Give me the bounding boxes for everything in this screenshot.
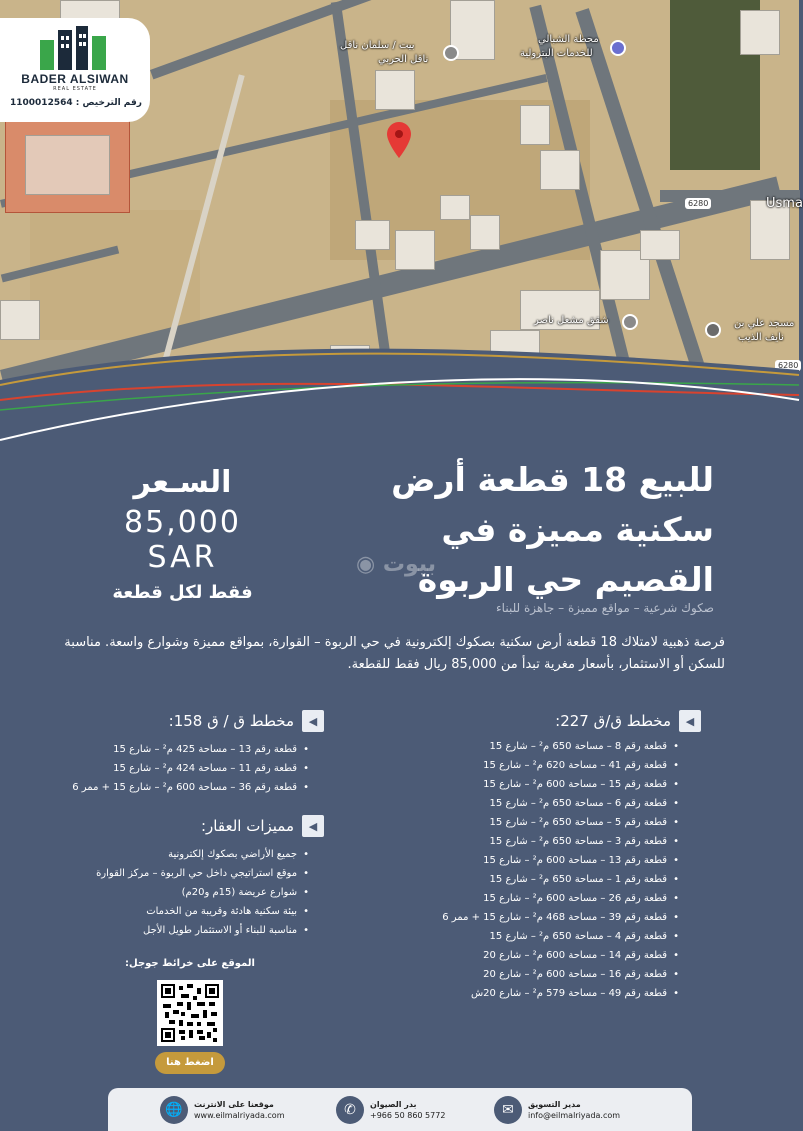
headline-line-1: للبيع 18 قطعة أرض [391, 460, 714, 499]
plot-list-item: • قطعة رقم 14 – مساحة 600 م² – شارع 20 [442, 946, 679, 965]
plot-list-item: • قطعة رقم 41 – مساحة 620 م² – شارع 15 [442, 756, 679, 775]
qr-code[interactable] [157, 980, 223, 1046]
station-label: محطة الشبالي [538, 34, 599, 45]
road-shield: 6280 [775, 360, 801, 371]
chevron-left-icon: ◀ [679, 710, 701, 732]
building [540, 150, 580, 190]
contact-footer [108, 1088, 692, 1131]
plot-list-item: • قطعة رقم 3 – مساحة 650 م² – شارع 15 [442, 832, 679, 851]
features-list [96, 845, 309, 940]
plan-227-list [442, 737, 679, 1003]
email-contact[interactable] [494, 1095, 620, 1125]
brand-name: BADER ALSIWAN [21, 72, 129, 86]
phone-icon: ✆ [336, 1096, 364, 1124]
building [395, 230, 435, 270]
phone-contact[interactable] [336, 1095, 445, 1125]
mosque-label-2: نايف الذيب [738, 332, 784, 343]
building [0, 300, 40, 340]
feature-list-item: • موقع استراتيجي داخل حي الربوة – مركز القوارة [96, 864, 309, 883]
price-currency: SAR [147, 540, 218, 575]
house-label-2: ناقل الحربي [378, 54, 429, 65]
plan-227-heading [555, 710, 701, 732]
intro-paragraph: فرصة ذهبية لامتلاك 18 قطعة أرض سكنية بصكوك إلكترونية في حي الربوة – القوارة، بمواقع مميزة وشوارع واسعة. مناسبة للسكن أو الاستثمار، بأسعار مغرية تبدأ من 85,000 ريال فقط للقطعة. [64, 635, 725, 672]
mail-icon: ✉ [494, 1096, 522, 1124]
brand-sub: REAL ESTATE [53, 86, 97, 92]
features-heading [201, 815, 324, 837]
building [355, 220, 390, 250]
decorative-waves [0, 340, 799, 450]
chevron-left-icon: ◀ [302, 710, 324, 732]
plot-list-item: • قطعة رقم 4 – مساحة 650 م² – شارع 15 [442, 927, 679, 946]
building [640, 230, 680, 260]
plot-list-item: • قطعة رقم 15 – مساحة 600 م² – شارع 15 [442, 775, 679, 794]
watermark [356, 552, 436, 577]
plot-list-item: • قطعة رقم 5 – مساحة 650 م² – شارع 15 [442, 813, 679, 832]
apartment-poi-icon[interactable] [622, 314, 638, 330]
building [440, 195, 470, 220]
license-number: رقم الترخيص : 1100012564 [10, 98, 142, 108]
feature-list-item: • شوارع عريضة (15م و20م) [96, 883, 309, 902]
price-note: فقط لكل قطعة [112, 582, 253, 603]
tagline: صكوك شرعية – مواقع مميزة – جاهزة للبناء [496, 601, 714, 615]
headline-line-2: سكنية مميزة في [441, 510, 714, 549]
plan-158-title: مخطط ق / ق 158: [168, 712, 294, 730]
plan-158-list [72, 740, 309, 797]
feature-list-item: • جميع الأراضي بصكوك إلكترونية [96, 845, 309, 864]
headline [334, 455, 714, 605]
plot-list-item: • قطعة رقم 39 – مساحة 468 م² – شارع 15 + ممر 6 [442, 908, 679, 927]
compound-inner [25, 135, 110, 195]
plot-list-item: • قطعة رقم 13 – مساحة 425 م² – شارع 15 [72, 740, 309, 759]
plan-227-title: مخطط ق/ق 227: [555, 712, 671, 730]
building [470, 215, 500, 250]
company-logo-card [0, 18, 150, 122]
house-poi-icon[interactable] [443, 45, 459, 61]
building [60, 0, 120, 20]
plot-list-item: • قطعة رقم 8 – مساحة 650 م² – شارع 15 [442, 737, 679, 756]
feature-list-item: • مناسبة للبناء أو الاستثمار طويل الأجل [96, 921, 309, 940]
plot-list-item: • قطعة رقم 1 – مساحة 650 م² – شارع 15 [442, 870, 679, 889]
website-value[interactable]: www.eilmalriyada.com [194, 1111, 285, 1120]
plot-list-item: • قطعة رقم 6 – مساحة 650 م² – شارع 15 [442, 794, 679, 813]
website-title: موقعنا على الانترنت [194, 1100, 274, 1109]
plot-list-item: • قطعة رقم 26 – مساحة 600 م² – شارع 15 [442, 889, 679, 908]
website-contact[interactable] [160, 1095, 284, 1125]
plot-list-item: • قطعة رقم 13 – مساحة 600 م² – شارع 15 [442, 851, 679, 870]
building [520, 105, 550, 145]
plot-list-item: • قطعة رقم 49 – مساحة 579 م² – شارع 20ش [442, 984, 679, 1003]
location-pin-icon[interactable] [387, 122, 411, 158]
building [375, 70, 415, 110]
station-label-2: للخدمات البترولية [520, 48, 593, 59]
buildings-logo-icon [38, 26, 108, 70]
fuel-station-icon[interactable] [610, 40, 626, 56]
phone-title: بدر الصيوان [370, 1100, 417, 1109]
feature-list-item: • بيئة سكنية هادئة وقريبة من الخدمات [96, 902, 309, 921]
globe-icon: 🌐 [160, 1096, 188, 1124]
mosque-icon[interactable] [705, 322, 721, 338]
apartment-label: شقق مشعل ناصر [534, 315, 609, 326]
road-shield: 6280 [685, 198, 711, 209]
road [150, 0, 492, 79]
watermark-text: بيوت [382, 552, 437, 577]
mosque-label: مسجد علي بن [734, 318, 795, 329]
google-maps-label: الموقع على خرائط جوجل: [125, 958, 255, 969]
plot-list-item: • قطعة رقم 11 – مساحة 424 م² – شارع 15 [72, 759, 309, 778]
plot-list-item: • قطعة رقم 36 – مساحة 600 م² – شارع 15 + ممر 6 [72, 778, 309, 797]
plot-list-item: • قطعة رقم 16 – مساحة 600 م² – شارع 20 [442, 965, 679, 984]
building [740, 10, 780, 55]
watermark-icon: ◉ [356, 552, 376, 577]
price-value: 85,000 [124, 505, 241, 540]
chevron-left-icon: ◀ [302, 815, 324, 837]
usma-label: Usma [766, 196, 803, 211]
features-title: مميزات العقار: [201, 817, 294, 835]
headline-line-3: القصيم حي الربوة [417, 560, 714, 599]
email-value[interactable]: info@eilmalriyada.com [528, 1111, 621, 1120]
house-label: بيت / سلمان ناقل [340, 40, 415, 51]
price-title: السـعر [133, 465, 232, 500]
email-title: مدير التسويق [528, 1100, 581, 1109]
plan-158-heading [169, 710, 324, 732]
press-here-button[interactable]: اضغط هنا [155, 1052, 225, 1074]
qr-code-icon [161, 984, 219, 1042]
phone-value[interactable]: +966 50 860 5772 [370, 1111, 446, 1120]
